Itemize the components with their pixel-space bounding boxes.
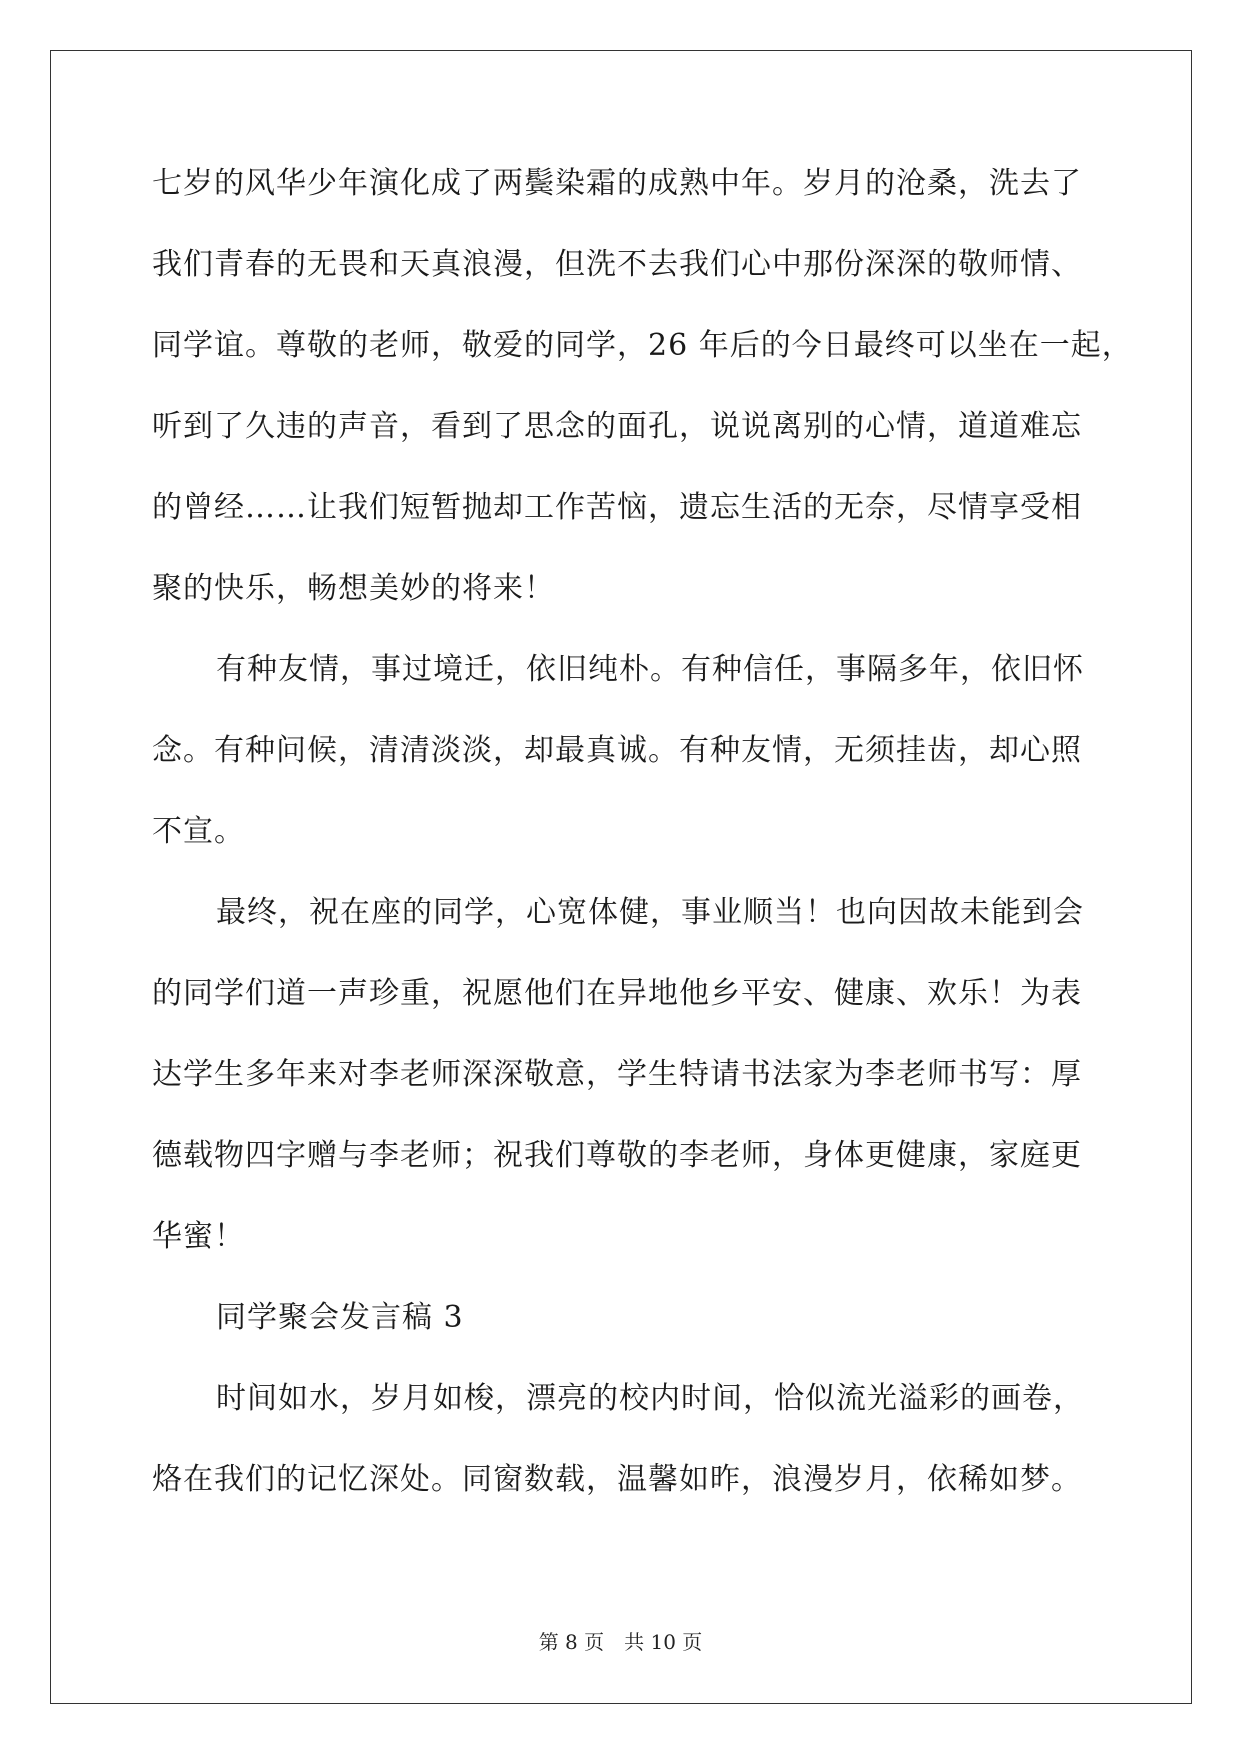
text-line: 我们青春的无畏和天真浪漫，但洗不去我们心中那份深深的敬师情、: [152, 247, 1082, 282]
text-line: 听到了久违的声音，看到了思念的面孔，说说离别的心情，道道难忘: [152, 409, 1082, 444]
text-line: 烙在我们的记忆深处。同窗数载，温馨如昨，浪漫岁月，依稀如梦。: [152, 1462, 1082, 1497]
text-line: 有种友情，事过境迁，依旧纯朴。有种信任，事隔多年，依旧怀: [216, 652, 1084, 687]
text-line: 达学生多年来对李老师深深敬意，学生特请书法家为李老师书写：厚: [152, 1057, 1082, 1092]
text-line: 同学谊。尊敬的老师，敬爱的同学，26 年后的今日最终可以坐在一起，: [152, 328, 1133, 363]
text-line: 不宣。: [152, 814, 245, 849]
page-footer: 第 8 页 共 10 页: [538, 1630, 703, 1654]
text-line: 聚的快乐，畅想美妙的将来！: [152, 571, 555, 606]
text-line: 的曾经……让我们短暂抛却工作苦恼，遗忘生活的无奈，尽情享受相: [152, 490, 1082, 525]
document-body: [152, 160, 1133, 1537]
text-line: 七岁的风华少年演化成了两鬓染霜的成熟中年。岁月的沧桑，洗去了: [152, 166, 1082, 201]
text-line: 最终，祝在座的同学，心宽体健，事业顺当！也向因故未能到会: [216, 895, 1084, 930]
text-line: 华蜜！: [152, 1219, 245, 1254]
text-line: 同学聚会发言稿 3: [216, 1300, 464, 1335]
text-line: 时间如水，岁月如梭，漂亮的校内时间，恰似流光溢彩的画卷，: [216, 1381, 1084, 1416]
text-line: 念。有种问候，清清淡淡，却最真诚。有种友情，无须挂齿，却心照: [152, 733, 1082, 768]
text-line: 德载物四字赠与李老师；祝我们尊敬的李老师，身体更健康，家庭更: [152, 1138, 1082, 1173]
text-line: 的同学们道一声珍重，祝愿他们在异地他乡平安、健康、欢乐！为表: [152, 976, 1082, 1011]
